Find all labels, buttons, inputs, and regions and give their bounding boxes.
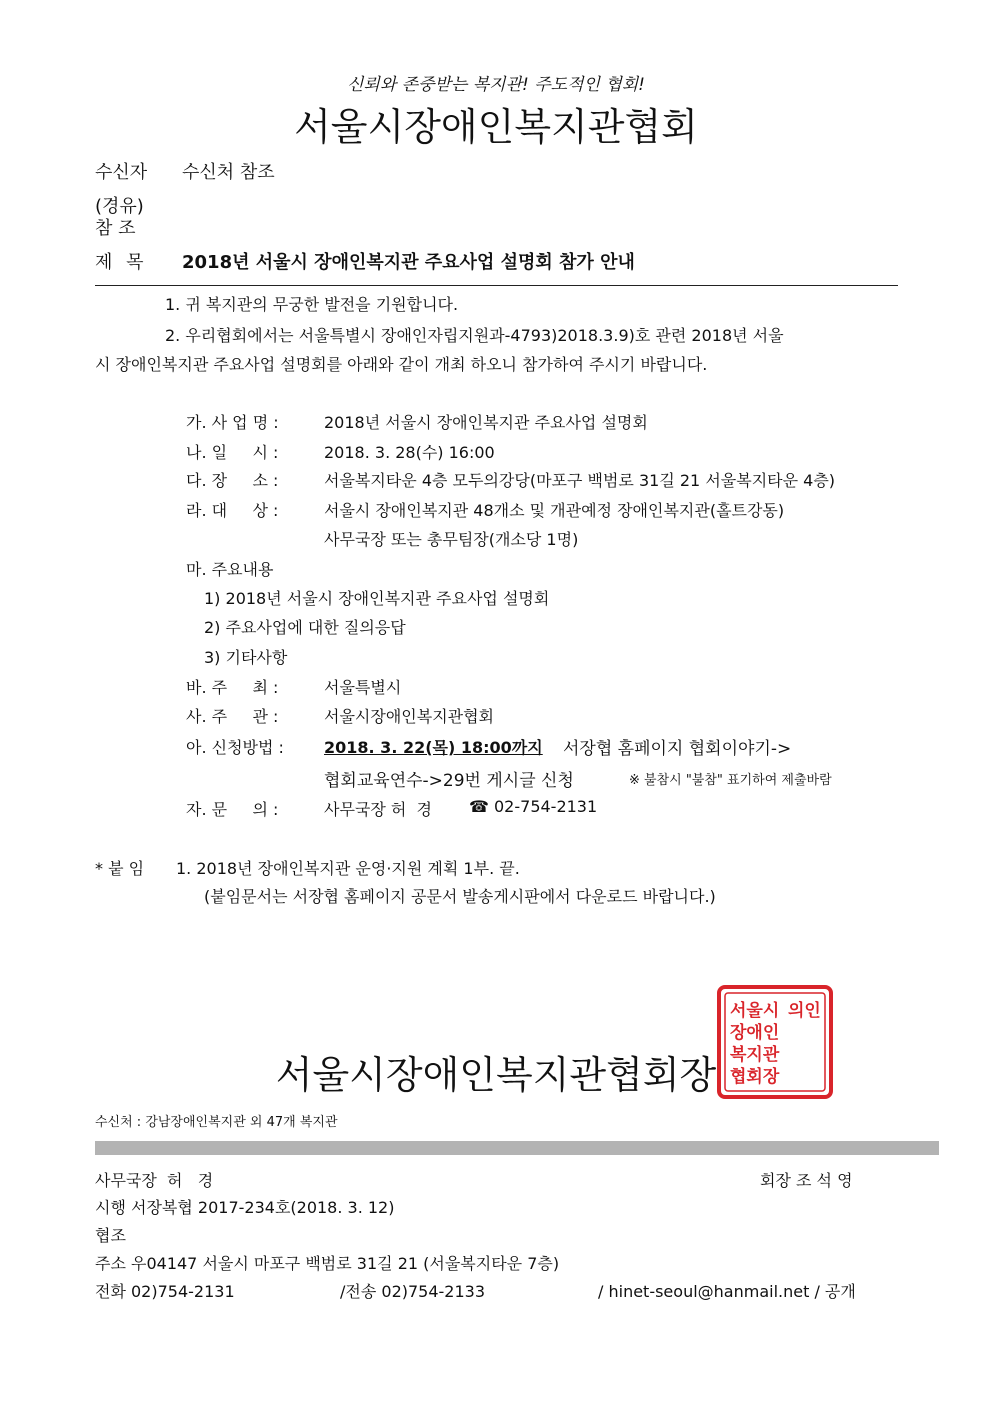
footer-address: 주소 우04147 서울시 마포구 백범로 31길 21 (서울복지타운 7층) [95, 1254, 560, 1273]
item-a-label: 아. 신청방법 : [186, 738, 284, 757]
item-da-label: 다. 장 소 : [186, 471, 279, 490]
seal-glyph-3: 복지관 [730, 1045, 780, 1065]
footer-cooperation: 협조 [95, 1226, 126, 1245]
item-ma-3: 3) 기타사항 [204, 648, 288, 667]
seal-glyph-2: 장애인 [730, 1023, 780, 1043]
footer-approver: 회장 조 석 영 [760, 1171, 853, 1190]
item-ra-value-1: 서울시 장애인복지관 48개소 및 개관예정 장애인복지관(홀트강동) [324, 501, 785, 520]
organization-name: 서울시장애인복지관협회 [294, 105, 698, 149]
item-ja-phone: 02-754-2131 [494, 797, 598, 816]
item-a-value-1: 서장협 홈페이지 협회이야기-> [563, 739, 792, 759]
application-deadline: 2018. 3. 22(목) 18:00까지 [324, 738, 543, 757]
phone-icon: ☎ [469, 797, 489, 816]
footer-drafter: 사무국장 허 경 [95, 1171, 214, 1190]
footer-fax: /전송 02)754-2133 [340, 1282, 486, 1301]
recipient-label: 수신자 [95, 162, 148, 183]
seal-glyph-4: 협회장 [730, 1067, 780, 1087]
item-ba-value: 서울특별시 [324, 678, 402, 697]
signature-title: 서울시장애인복지관협회장 [275, 1053, 717, 1097]
seal-glyph-1: 서울시 [730, 1001, 780, 1021]
body-paragraph-1: 1. 귀 복지관의 무궁한 발전을 기원합니다. [165, 295, 459, 314]
item-ra-label: 라. 대 상 : [186, 501, 279, 520]
item-ja-value: 사무국장 허 경 [324, 800, 432, 819]
item-ma-1: 1) 2018년 서울시 장애인복지관 주요사업 설명회 [204, 589, 550, 608]
attachment-label: * 붙 임 [95, 859, 145, 878]
item-ba-label: 바. 주 최 : [186, 678, 279, 697]
attachment-line-1: 1. 2018년 장애인복지관 운영·지원 계획 1부. 끝. [176, 859, 520, 878]
item-a-value-2: 협회교육연수->29번 게시글 신청 [324, 771, 574, 791]
item-ra-value-2: 사무국장 또는 총무팀장(개소당 1명) [324, 530, 579, 549]
item-sa-label: 사. 주 관 : [186, 707, 279, 726]
item-ma-label: 마. 주요내용 [186, 560, 274, 579]
seal-glyph-5: 의인 [788, 1001, 821, 1021]
header-divider [95, 285, 898, 286]
recipient-list: 수신처 : 강남장애인복지관 외 47개 복지관 [95, 1115, 338, 1130]
item-ma-2: 2) 주요사업에 대한 질의응답 [204, 618, 406, 637]
item-ga-value: 2018년 서울시 장애인복지관 주요사업 설명회 [324, 413, 648, 432]
subject-label: 제 목 [95, 252, 148, 273]
item-a-note: ※ 불참시 "불참" 표기하여 제출바람 [629, 773, 832, 788]
reference-label: 참 조 [95, 218, 136, 239]
body-paragraph-2-line-1: 2. 우리협회에서는 서울특별시 장애인자립지원과-4793)2018.3.9)호 관련 2018년 서울 [165, 326, 784, 345]
attachment-line-2: (붙임문서는 서장협 홈페이지 공문서 발송게시판에서 다운로드 바랍니다.) [204, 887, 716, 906]
footer-phone: 전화 02)754-2131 [95, 1282, 235, 1301]
footer-enforcement: 시행 서장복협 2017-234호(2018. 3. 12) [95, 1198, 395, 1217]
item-da-value: 서울복지타운 4층 모두의강당(마포구 백범로 31길 21 서울복지타운 4층) [324, 471, 836, 490]
item-na-label: 나. 일 시 : [186, 443, 279, 462]
footer-email: / hinet-seoul@hanmail.net / 공개 [598, 1282, 856, 1301]
item-ja-label: 자. 문 의 : [186, 800, 279, 819]
footer-divider-bar [95, 1141, 939, 1155]
subject-value: 2018년 서울시 장애인복지관 주요사업 설명회 참가 안내 [182, 252, 635, 273]
via-label: (경유) [95, 196, 144, 217]
item-sa-value: 서울시장애인복지관협회 [324, 707, 495, 726]
item-na-value: 2018. 3. 28(수) 16:00 [324, 443, 495, 462]
body-paragraph-2-line-2: 시 장애인복지관 주요사업 설명회를 아래와 같이 개최 하오니 참가하여 주시기 바랍니다. [95, 355, 708, 374]
item-ga-label: 가. 사 업 명 : [186, 413, 279, 432]
slogan: 신뢰와 존중받는 복지관! 주도적인 협회! [347, 75, 645, 95]
recipient-value: 수신처 참조 [182, 162, 275, 183]
